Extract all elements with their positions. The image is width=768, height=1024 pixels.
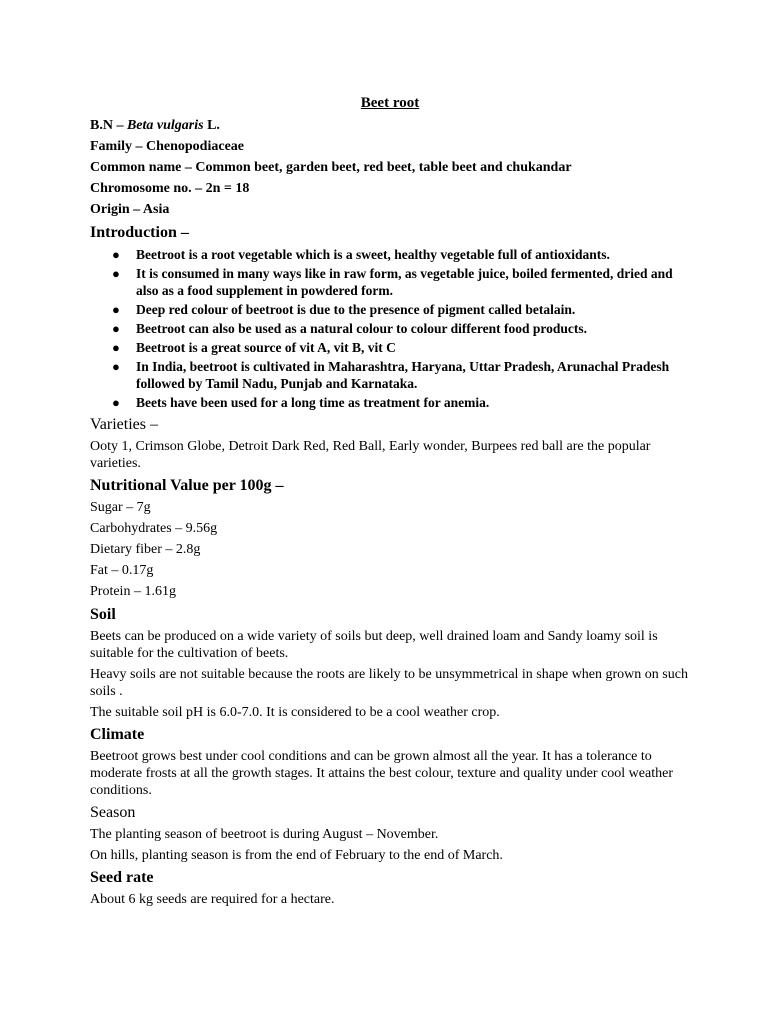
family-line: Family – Chenopodiaceae bbox=[90, 139, 244, 154]
nutrition-item-fat: Fat – 0.17g bbox=[90, 563, 154, 578]
list-item-text: Beetroot is a great source of vit A, vit B, vit C bbox=[136, 340, 396, 355]
varieties-heading: Varieties – bbox=[90, 416, 158, 433]
soil-paragraph: Beets can be produced on a wide variety of soils but deep, well drained loam and Sandy loamy soil is suitable for the cultivation of beets. bbox=[90, 629, 658, 661]
nutrition-item-protein: Protein – 1.61g bbox=[90, 584, 176, 599]
soil-heading: Soil bbox=[90, 606, 116, 623]
bullet-icon: ● bbox=[112, 321, 120, 336]
seed-rate-heading: Seed rate bbox=[90, 869, 154, 886]
botanical-name-italic: Beta vulgaris bbox=[126, 118, 204, 133]
list-item bbox=[90, 358, 690, 392]
nutrition-item-carbohydrates: Carbohydrates – 9.56g bbox=[90, 521, 218, 536]
soil-paragraph: The suitable soil pH is 6.0-7.0. It is considered to be a cool weather crop. bbox=[90, 705, 500, 720]
chromosome-line: Chromosome no. – 2n = 18 bbox=[90, 181, 250, 196]
seed-rate-text: About 6 kg seeds are required for a hectare. bbox=[90, 892, 335, 907]
list-item bbox=[90, 265, 690, 299]
list-item bbox=[90, 301, 690, 318]
introduction-heading: Introduction – bbox=[90, 224, 189, 241]
list-item-text: Beets have been used for a long time as treatment for anemia. bbox=[136, 395, 490, 410]
season-paragraph: The planting season of beetroot is during August – November. bbox=[90, 827, 439, 842]
bullet-icon: ● bbox=[112, 359, 120, 374]
bullet-icon: ● bbox=[112, 247, 120, 262]
list-item bbox=[90, 394, 690, 411]
climate-heading: Climate bbox=[90, 726, 145, 743]
nutrition-heading: Nutritional Value per 100g – bbox=[90, 477, 284, 494]
varieties-text: Ooty 1, Crimson Globe, Detroit Dark Red, Red Ball, Early wonder, Burpees red ball are the popular varieties. bbox=[90, 439, 651, 471]
list-item-text: It is consumed in many ways like in raw form, as vegetable juice, boiled fermented, dried and also as a food supplement in powdered form. bbox=[136, 266, 673, 298]
list-item-text: Beetroot can also be used as a natural colour to colour different food products. bbox=[136, 321, 587, 336]
climate-text: Beetroot grows best under cool conditions and can be grown almost all the year. It has a tolerance to moderate frosts at all the growth stages. It attains the best colour, texture and quality under cool weather conditions. bbox=[90, 749, 673, 798]
nutrition-item-fiber: Dietary fiber – 2.8g bbox=[90, 542, 201, 557]
common-name-line: Common name – Common beet, garden beet, red beet, table beet and chukandar bbox=[90, 160, 572, 175]
list-item-text: In India, beetroot is cultivated in Maharashtra, Haryana, Uttar Pradesh, Arunachal Pradesh followed by Tamil Nadu, Punjab and Karnataka. bbox=[136, 359, 670, 391]
soil-paragraph: Heavy soils are not suitable because the roots are likely to be unsymmetrical in shape when grown on such soils . bbox=[90, 667, 688, 699]
season-heading: Season bbox=[90, 804, 136, 821]
page-title: Beet root bbox=[360, 95, 420, 111]
bullet-icon: ● bbox=[112, 266, 120, 281]
document-page bbox=[90, 94, 690, 912]
list-item bbox=[90, 320, 690, 337]
origin-line: Origin – Asia bbox=[90, 202, 170, 217]
nutrition-item-sugar: Sugar – 7g bbox=[90, 500, 151, 515]
botanical-name bbox=[90, 117, 690, 135]
list-item-text: Deep red colour of beetroot is due to the presence of pigment called betalain. bbox=[136, 302, 576, 317]
botanical-name-prefix: B.N – bbox=[90, 118, 127, 133]
introduction-list bbox=[90, 246, 690, 411]
list-item bbox=[90, 246, 690, 263]
bullet-icon: ● bbox=[112, 340, 120, 355]
list-item bbox=[90, 339, 690, 356]
season-paragraph: On hills, planting season is from the end of February to the end of March. bbox=[90, 848, 503, 863]
bullet-icon: ● bbox=[112, 395, 120, 410]
botanical-name-suffix: L. bbox=[203, 118, 220, 133]
list-item-text: Beetroot is a root vegetable which is a sweet, healthy vegetable full of antioxidants. bbox=[136, 247, 610, 262]
bullet-icon: ● bbox=[112, 302, 120, 317]
